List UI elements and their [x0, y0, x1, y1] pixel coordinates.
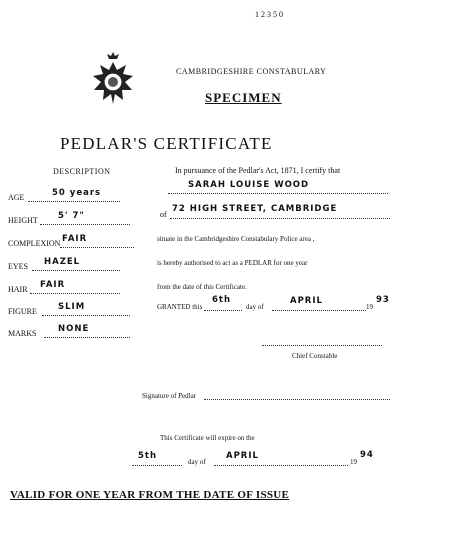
chief-constable-label: Chief Constable: [292, 352, 338, 360]
expiry-text: This Certificate will expire on the: [160, 434, 255, 442]
field-line-age: [28, 200, 120, 202]
field-value-marks: NONE: [58, 324, 90, 334]
chief-constable-signature-line: [262, 344, 382, 346]
field-label-age: AGE: [8, 193, 25, 202]
field-value-complexion: FAIR: [62, 234, 88, 244]
validity-notice: VALID FOR ONE YEAR FROM THE DATE OF ISSUE: [10, 489, 290, 501]
field-line-height: [40, 223, 130, 225]
field-line-complexion: [60, 246, 134, 248]
certificate-title: PEDLAR'S CERTIFICATE: [60, 134, 273, 153]
certification-line-4: is hereby authorised to act as a PEDLAR for one year: [157, 259, 308, 267]
granted-month-line: [272, 309, 366, 311]
field-value-eyes: HAZEL: [44, 257, 81, 267]
granted-day-of-label: day of: [246, 303, 264, 311]
field-value-figure: SLIM: [58, 302, 86, 312]
constabulary-name: CAMBRIDGESHIRE CONSTABULARY: [176, 67, 327, 76]
granted-year-prefix: 19: [366, 303, 373, 311]
certification-line-5: from the date of this Certificate.: [157, 283, 247, 291]
field-value-age: 50 years: [52, 188, 102, 198]
certification-line-1: In pursuance of the Pedlar's Act, 1871, I certify that: [175, 166, 341, 175]
expiry-month-line: [214, 464, 348, 466]
address-line: [170, 217, 390, 219]
granted-day: 6th: [212, 295, 232, 305]
specimen-label: SPECIMEN: [205, 90, 282, 105]
police-crest-icon: [88, 50, 138, 108]
granted-month: APRIL: [290, 296, 323, 306]
granted-year: 93: [376, 295, 390, 305]
pedlar-signature-label: Signature of Pedlar: [142, 392, 197, 400]
field-line-eyes: [32, 269, 120, 271]
field-label-hair: HAIR: [8, 285, 28, 294]
field-label-marks: MARKS: [8, 329, 37, 338]
expiry-day-of-label: day of: [188, 458, 206, 466]
field-line-figure: [42, 314, 130, 316]
field-value-height: 5' 7": [58, 211, 85, 221]
expiry-year-prefix: 19: [350, 458, 357, 466]
description-heading: DESCRIPTION: [53, 167, 111, 176]
expiry-day: 5th: [138, 451, 158, 461]
expiry-day-line: [132, 464, 182, 466]
field-label-eyes: EYES: [8, 262, 28, 271]
granted-label: GRANTED this: [157, 303, 203, 311]
name-line: [168, 192, 388, 194]
pedlar-name: SARAH LOUISE WOOD: [188, 180, 310, 190]
field-label-height: HEIGHT: [8, 216, 38, 225]
field-value-hair: FAIR: [40, 280, 66, 290]
certification-line-3: situate in the Cambridgeshire Constabulary Police area ,: [157, 235, 315, 243]
expiry-month: APRIL: [226, 451, 259, 461]
serial-number: 12350: [255, 10, 285, 19]
granted-day-line: [204, 309, 242, 311]
field-label-figure: FIGURE: [8, 307, 37, 316]
pedlar-signature-line: [204, 398, 390, 400]
field-label-complexion: COMPLEXION: [8, 239, 61, 248]
field-line-hair: [30, 292, 120, 294]
pedlar-address: 72 HIGH STREET, CAMBRIDGE: [172, 204, 338, 214]
expiry-year: 94: [360, 450, 374, 460]
of-label: of: [160, 210, 167, 219]
field-line-marks: [44, 336, 130, 338]
